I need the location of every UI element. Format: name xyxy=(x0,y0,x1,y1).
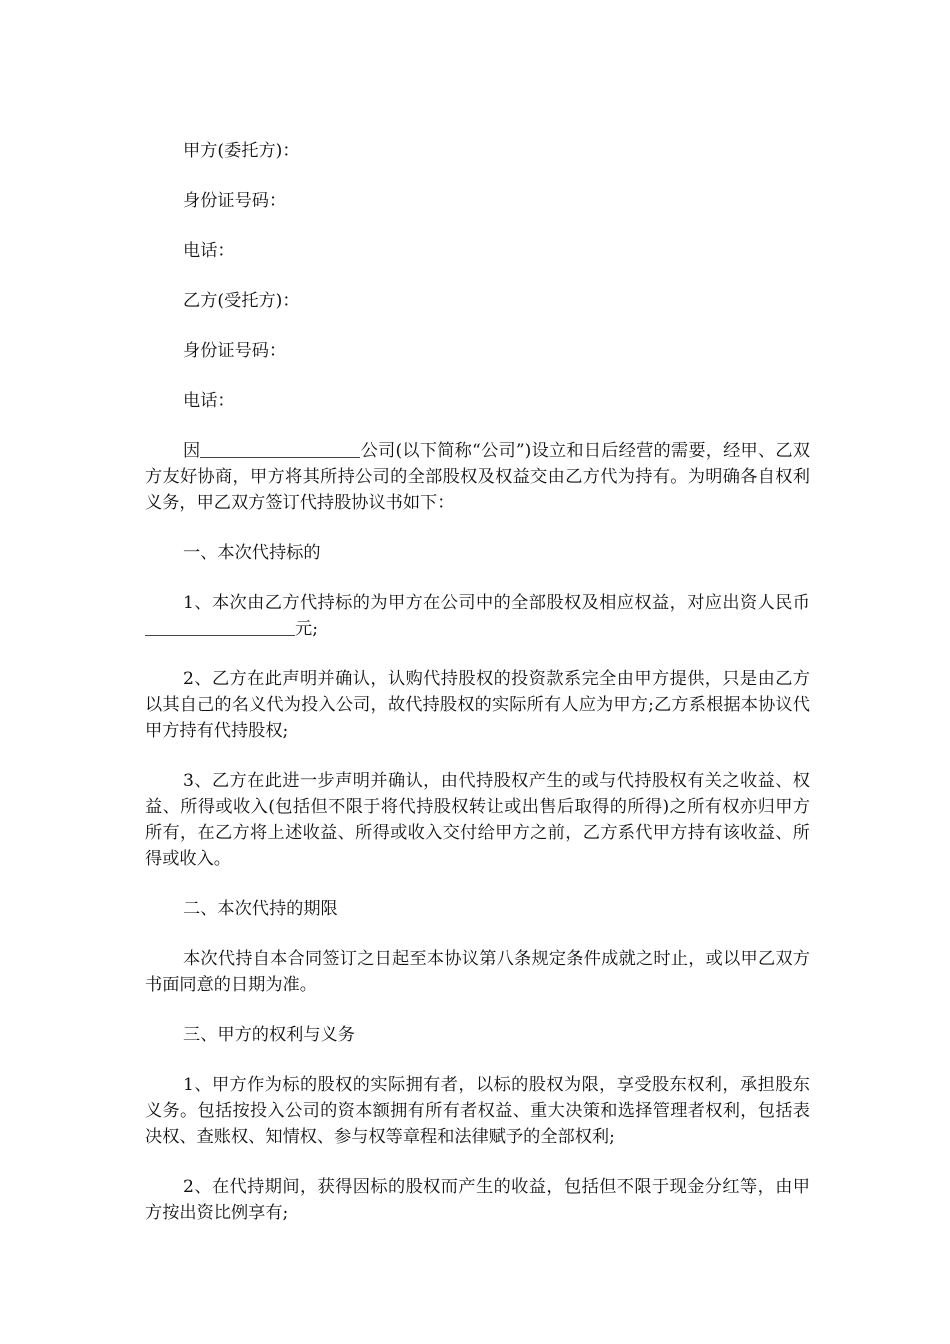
section-1-clause-3: 3、乙方在此进一步声明并确认，由代持股权产生的或与代持股权有关之收益、权益、所得或收入(包括但不限于将代持股权转让或出售后取得的所得)之所有权亦归甲方所有，在乙方将上述收益、所得或收入交付给甲方之前，乙方系代甲方持有该收益、所得或收入。 xyxy=(145,771,810,869)
agreement-document xyxy=(145,138,810,1250)
section-2-title: 二、本次代持的期限 xyxy=(183,899,338,919)
section-3-title: 三、甲方的权利与义务 xyxy=(183,1025,355,1045)
section-1-clause-1 xyxy=(145,590,810,642)
clause-1-prefix: 1、本次由乙方代持标的为甲方在公司中的全部股权及相应权益，对应出资人民币 xyxy=(183,593,810,613)
intro-suffix: 公司(以下简称“公司”)设立和日后经营的需要，经甲、乙双方友好协商，甲方将其所持公司的全部股权及权益交由乙方代为持有。为明确各自权利义务，甲乙双方签订代持股协议书如下： xyxy=(145,441,810,513)
intro-paragraph xyxy=(145,438,810,516)
company-name-blank xyxy=(200,439,360,458)
amount-blank xyxy=(145,617,295,636)
section-1-clause-2: 2、乙方在此声明并确认，认购代持股权的投资款系完全由甲方提供，只是由乙方以其自己的名义代为投入公司，故代持股权的实际所有人应为甲方;乙方系根据本协议代甲方持有代持股权; xyxy=(145,669,810,741)
section-3-clause-2: 2、在代持期间，获得因标的股权而产生的收益，包括但不限于现金分红等，由甲方按出资比例享有; xyxy=(145,1177,810,1223)
intro-prefix: 因 xyxy=(183,441,201,461)
section-2-body: 本次代持自本合同签订之日起至本协议第八条规定条件成就之时止，或以甲乙双方书面同意的日期为准。 xyxy=(145,949,810,995)
section-3-clause-1: 1、甲方作为标的股权的实际拥有者，以标的股权为限，享受股东权利，承担股东义务。包括按投入公司的资本额拥有所有者权益、重大决策和选择管理者权利，包括表决权、查账权、知情权、参与权等章程和法律赋予的全部权利; xyxy=(145,1075,810,1147)
party-a-id-line: 身份证号码： xyxy=(183,191,287,211)
section-1-title: 一、本次代持标的 xyxy=(183,543,321,563)
party-b-line: 乙方(受托方)： xyxy=(183,291,300,311)
party-a-phone-line: 电话： xyxy=(183,241,235,261)
clause-1-suffix: 元; xyxy=(295,619,318,639)
party-b-phone-line: 电话： xyxy=(183,391,235,411)
party-a-line: 甲方(委托方)： xyxy=(183,141,300,161)
party-b-id-line: 身份证号码： xyxy=(183,341,287,361)
